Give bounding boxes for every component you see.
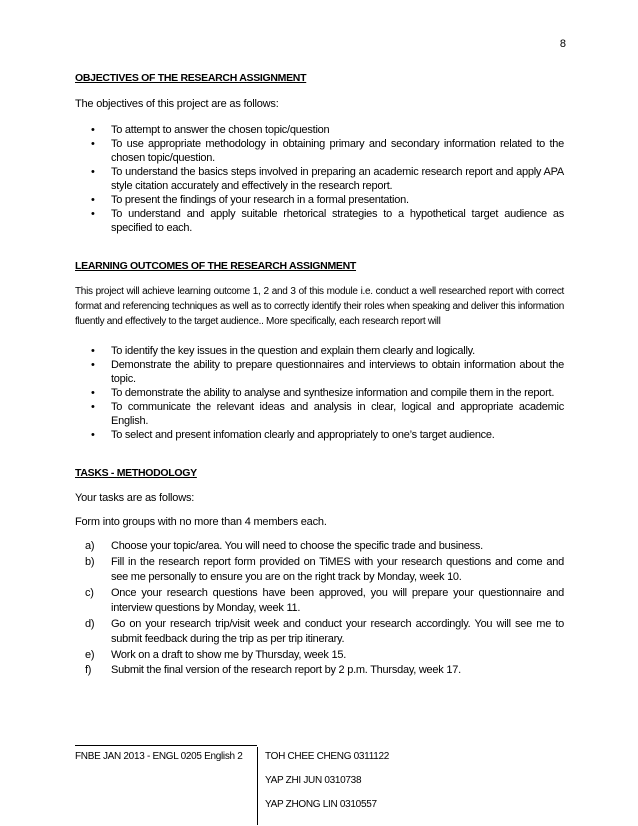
list-item [75,555,564,586]
list-item [75,648,564,664]
list-marker: e) [85,648,95,661]
task-text: Choose your topic/area. You will need to choose the specific trade and business. [111,540,483,552]
list-item: • To identify the key issues in the question and explain them clearly and logically. [75,344,564,358]
list-marker: d) [85,617,95,630]
task-text: Work on a draft to show me by Thursday, week 15. [111,648,347,661]
footer-member: TOH CHEE CHENG 0311122 [265,751,390,762]
list-marker: c) [85,586,94,599]
list-marker: f) [85,664,92,676]
task-text: Fill in the research report form provided on TiMES with your research questions and come and see me personally to ensure you are on the right track by Monday, week 10. [111,555,564,583]
objectives-list [75,123,564,235]
footer-members [265,751,389,823]
task-text: Once your research questions have been approved, you will prepare your questionnaire and interview questions by Monday, week 11. [111,586,564,614]
list-item: • To select and present infomation clearly and appropriately to one’s target audience. [75,428,564,442]
tasks-heading: TASKS - METHODOLOGY [75,467,197,479]
list-item [75,586,564,617]
list-item: • To present the findings of your research in a formal presentation. [75,193,564,207]
task-text: Go on your research trip/visit week and conduct your research accordingly. You will see me to submit feedback during the trip as per trip itinerary. [111,617,564,645]
page-number: 8 [559,38,566,50]
footer-member: YAP ZHONG LIN 0310557 [265,799,377,810]
learning-outcomes-list [75,344,564,442]
list-item: • Demonstrate the ability to prepare questionnaires and interviews to obtain information about the topic. [75,358,564,386]
footer-rule [75,745,257,746]
document-body [75,72,564,679]
list-marker: b) [85,555,95,568]
list-item [75,539,564,555]
list-item: • To demonstrate the ability to analyse and synthesize information and compile them in the report. [75,386,564,400]
list-item [75,663,564,679]
learning-outcomes-heading: LEARNING OUTCOMES OF THE RESEARCH ASSIGNMENT [75,260,357,272]
list-item: • To understand the basics steps involved in preparing an academic research report and apply APA style citation accurately and effectively in the research report. [75,165,564,193]
list-item [75,617,564,648]
objectives-heading: OBJECTIVES OF THE RESEARCH ASSIGNMENT [75,72,307,84]
list-item: • To understand and apply suitable rhetorical strategies to a hypothetical target audience as specified to each. [75,207,564,235]
footer-member: YAP ZHI JUN 0310738 [265,775,362,786]
list-item: • To use appropriate methodology in obtaining primary and secondary information related to the chosen topic/question. [75,137,564,165]
objectives-intro: The objectives of this project are as follows: [75,98,279,110]
footer-divider [257,747,258,825]
list-item: • To attempt to answer the chosen topic/question [75,123,564,137]
list-item: • To communicate the relevant ideas and analysis in clear, logical and appropriate academic English. [75,400,564,428]
task-text: Submit the final version of the research report by 2 p.m. Thursday, week 17. [111,664,461,676]
learning-outcomes-intro: This project will achieve learning outcome 1, 2 and 3 of this module i.e. conduct a well researched report with correct format and referencing techniques as well as to correctly identify their roles when speaking and deliver this information fluently and effectively to the target audience.. More specifically, each research report will [75,286,564,327]
list-marker: a) [85,540,95,552]
footer-course: FNBE JAN 2013 - ENGL 0205 English 2 [75,751,243,762]
tasks-list [75,539,564,679]
tasks-intro: Your tasks are as follows: [75,492,195,504]
tasks-group-note: Form into groups with no more than 4 members each. [75,516,327,528]
